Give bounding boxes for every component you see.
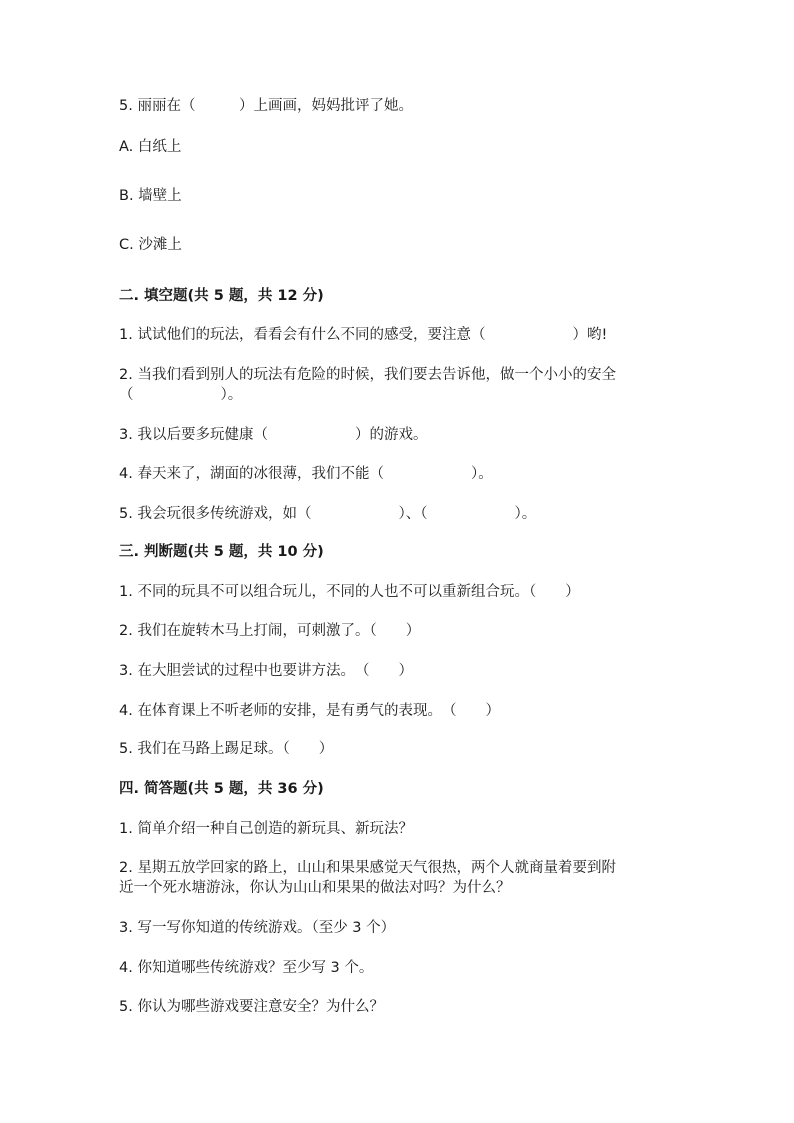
short-question-1: 1. 简单介绍一种自己创造的新玩具、新玩法？ [119, 821, 413, 837]
fill-question-2-line-1: 2. 当我们看到别人的玩法有危险的时候，我们要去告诉他，做一个小小的安全 [119, 367, 616, 383]
short-question-4: 4. 你知道哪些传统游戏？至少写 3 个。 [119, 960, 374, 976]
fill-question-1: 1. 试试他们的玩法，看看会有什么不同的感受，要注意（ ）哟! [119, 327, 608, 343]
option-b: B. 墙壁上 [119, 188, 182, 204]
short-question-2-line-2: 近一个死水塘游泳，你认为山山和果果的做法对吗？为什么？ [119, 880, 511, 896]
judge-question-1: 1. 不同的玩具不可以组合玩儿，不同的人也不可以重新组合玩。（ ） [119, 584, 580, 600]
fill-question-5: 5. 我会玩很多传统游戏，如（ ）、（ ）。 [119, 506, 537, 522]
fill-question-3: 3. 我以后要多玩健康（ ）的游戏。 [119, 427, 428, 443]
judge-question-3: 3. 在大胆尝试的过程中也要讲方法。 （ ） [119, 663, 413, 679]
fill-question-4: 4. 春天来了，湖面的冰很薄，我们不能（ ）。 [119, 466, 493, 482]
option-a: A. 白纸上 [119, 139, 182, 155]
option-c: C. 沙滩上 [119, 237, 182, 253]
section-2-title: 二. 填空题(共 5 题，共 12 分) [119, 288, 324, 304]
short-question-2-line-1: 2. 星期五放学回家的路上，山山和果果感觉天气很热，两个人就商量着要到附 [119, 860, 616, 876]
judge-question-4: 4. 在体育课上不听老师的安排，是有勇气的表现。 （ ） [119, 703, 500, 719]
judge-question-5: 5. 我们在马路上踢足球。（ ） [119, 741, 334, 757]
judge-question-2: 2. 我们在旋转木马上打闹，可刺激了。（ ） [119, 623, 421, 639]
question-5-stem: 5. 丽丽在（ ）上画画，妈妈批评了她。 [119, 98, 413, 114]
short-question-5: 5. 你认为哪些游戏要注意安全？为什么？ [119, 999, 384, 1015]
fill-question-2-line-2: （ ）。 [119, 387, 243, 403]
section-4-title: 四. 简答题(共 5 题，共 36 分) [119, 781, 324, 797]
section-3-title: 三. 判断题(共 5 题，共 10 分) [119, 544, 324, 560]
short-question-3: 3. 写一写你知道的传统游戏。（至少 3 个） [119, 920, 396, 936]
